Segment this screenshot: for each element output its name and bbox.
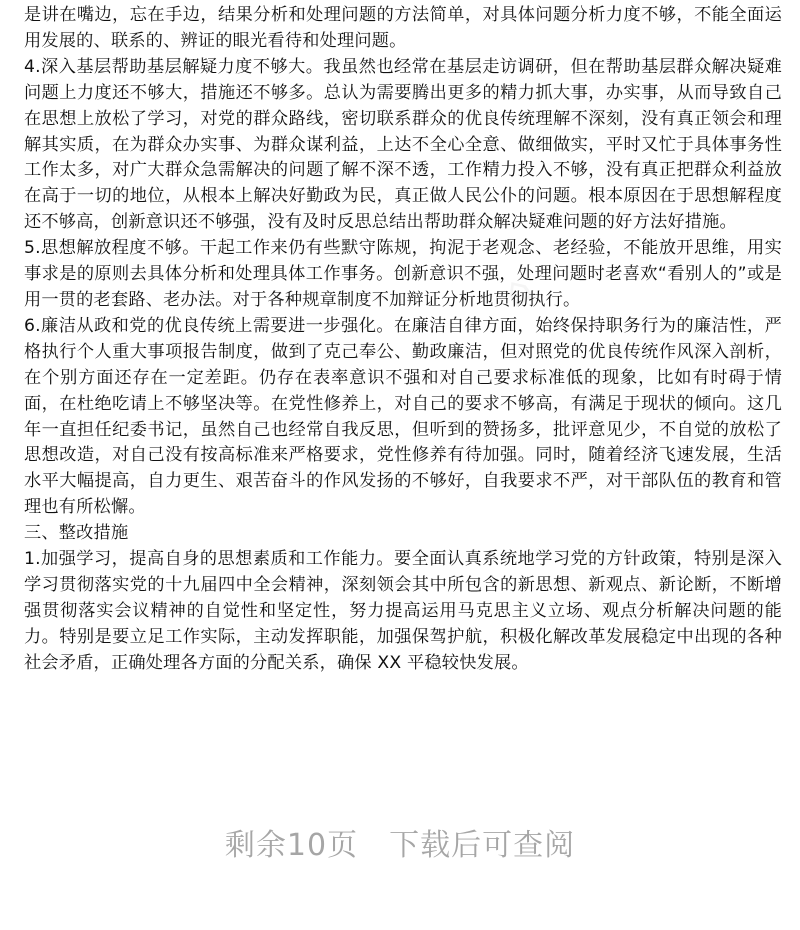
paragraph-item-5: 5.思想解放程度不够。干起工作来仍有些默守陈规，拘泥于老观念、老经验，不能放开思维，用实事求是的原则去具体分析和处理具体工作事务。创新意识不强，处理问题时老喜欢“看别人的”或是用一贯的老套路、老办法。对于各种规章制度不加辩证分析地贯彻执行。 [24, 238, 782, 310]
paragraph-continuation: 是讲在嘴边，忘在手边，结果分析和处理问题的方法简单，对具体问题分析力度不够，不能全面运用发展的、联系的、辨证的眼光看待和处理问题。 [24, 5, 782, 51]
document-body [24, 0, 782, 677]
paragraph-item-6: 6.廉洁从政和党的优良传统上需要进一步强化。在廉洁自律方面，始终保持职务行为的廉洁性，严格执行个人重大事项报告制度，做到了克己奉公、勤政廉洁，但对照党的优良传统作风深入剖析，在个别方面还存在一定差距。仍存在表率意识不强和对自己要求标准低的现象，比如有时碍于情面，在杜绝吃请上不够坚决等。在党性修养上，对自己的要求不够高，有满足于现状的倾向。这几年一直担任纪委书记，虽然自己也经常自我反思，但听到的赞扬多，批评意见少，不自觉的放松了思想改造，对自己没有按高标准来严格要求，党性修养有待加强。同时，随着经济飞速发展，生活水平大幅提高，自力更生、艰苦奋斗的作风发扬的不够好，自我要求不严，对干部队伍的教育和管理也有所松懈。 [24, 315, 782, 518]
section-heading-measures: 三、整改措施 [24, 523, 129, 544]
remaining-pages-notice[interactable]: 剩余10页 下载后可查阅 [224, 828, 576, 863]
paragraph-measure-1: 1.加强学习，提高自身的思想素质和工作能力。要全面认真系统地学习党的方针政策，特别是深入学习贯彻落实党的十九届四中全会精神，深刻领会其中所包含的新思想、新观点、新论断，不断增强贯彻落实会议精神的自觉性和坚定性，努力提高运用马克思主义立场、观点分析解决问题的能力。特别是要立足工作实际，主动发挥职能，加强保驾护航，积极化解改革发展稳定中出现的各种社会矛盾，正确处理各方面的分配关系，确保 XX 平稳较快发展。 [24, 549, 782, 673]
paragraph-item-4: 4.深入基层帮助基层解疑力度不够大。我虽然也经常在基层走访调研，但在帮助基层群众解决疑难问题上力度还不够大，措施还不够多。总认为需要腾出更多的精力抓大事，办实事，从而导致自己在思想上放松了学习，对党的群众路线，密切联系群众的优良传统理解不深刻，没有真正领会和理解其实质，在为群众办实事、为群众谋利益，上达不全心全意、做细做实，平时又忙于具体事务性工作太多，对广大群众急需解决的问题了解不深不透，工作精力投入不够，没有真正把群众利益放在高于一切的地位，从根本上解决好勤政为民，真正做人民公仆的问题。根本原因在于思想解程度还不够高，创新意识还不够强，没有及时反思总结出帮助群众解决疑难问题的好方法好措施。 [24, 56, 782, 233]
